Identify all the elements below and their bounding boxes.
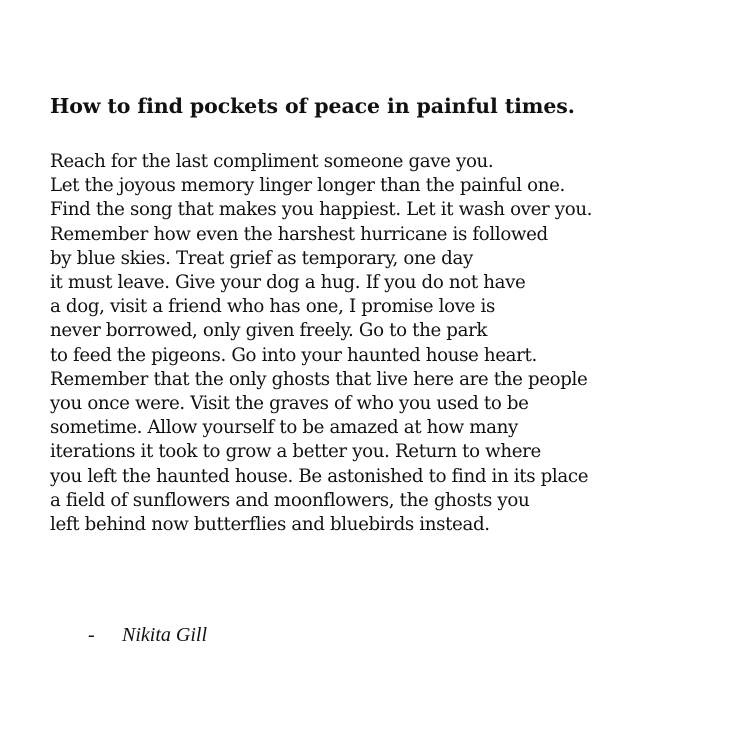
- poem-line: left behind now butterflies and bluebirds instead.: [50, 514, 490, 536]
- poem-line: by blue skies. Treat grief as temporary, one day: [50, 247, 473, 269]
- poem-line: sometime. Allow yourself to be amazed at how many: [50, 417, 518, 439]
- poem-line: iterations it took to grow a better you. Return to where: [50, 441, 541, 463]
- poem-line: Find the song that makes you happiest. Let it wash over you.: [50, 199, 593, 221]
- poem-body: [50, 150, 592, 537]
- author-name: Nikita Gill: [122, 624, 207, 646]
- poem-line: you left the haunted house. Be astonished to find in its place: [50, 465, 589, 487]
- poem-line: Reach for the last compliment someone gave you.: [50, 151, 494, 172]
- poem-line: Let the joyous memory linger longer than the painful one.: [50, 175, 565, 197]
- poem-line: you once were. Visit the graves of who you used to be: [50, 393, 529, 415]
- poem-line: to feed the pigeons. Go into your haunted house heart.: [50, 344, 537, 366]
- poem-line: never borrowed, only given freely. Go to the park: [50, 320, 488, 342]
- poem-line: a dog, visit a friend who has one, I promise love is: [50, 296, 495, 318]
- poem-line: Remember that the only ghosts that live here are the people: [50, 368, 588, 390]
- poem-line: a field of sunflowers and moonflowers, the ghosts you: [50, 489, 530, 511]
- poem-title: How to find pockets of peace in painful times.: [50, 94, 575, 118]
- attribution-dash: -: [88, 624, 95, 646]
- attribution: [88, 622, 207, 648]
- poem-line: Remember how even the harshest hurricane is followed: [50, 223, 548, 245]
- poem-line: it must leave. Give your dog a hug. If you do not have: [50, 272, 526, 294]
